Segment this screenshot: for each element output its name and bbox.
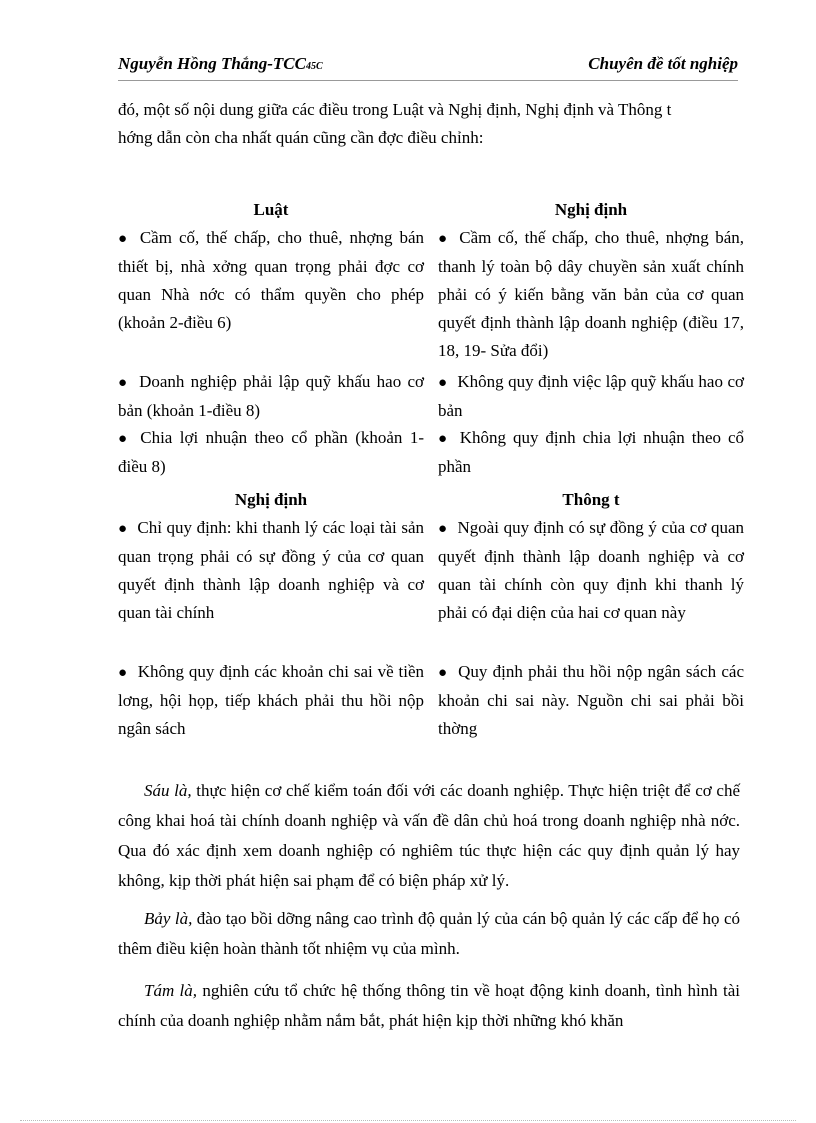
paragraph-text: thực hiện cơ chế kiểm toán đối với các doanh nghiệp. Thực hiện triệt để cơ chế công khai hoá tài chính doanh nghiệp và vấn đề dân chủ hoá trong doanh nghiệp nhà nớc. Qua đó xác định xem doanh nghiệp có nghiêm túc thực hiện các quy định quản lý hay không, kịp thời phát hiện sai phạm để có biện pháp xử lý. bbox=[118, 781, 740, 890]
bullet-icon: ● bbox=[118, 231, 130, 247]
bullet-icon: ● bbox=[438, 231, 450, 247]
paragraph-bay-la bbox=[118, 904, 740, 964]
bullet-icon: ● bbox=[438, 375, 448, 391]
comparison2-left-column bbox=[118, 486, 424, 743]
header-doc-type: Chuyên đề tốt nghiệp bbox=[588, 54, 738, 73]
intro-paragraph bbox=[118, 96, 740, 152]
comparison2-right-item: ● Ngoài quy định có sự đồng ý của cơ quan quyết định thành lập doanh nghiệp và cơ quan tài chính còn quy định khi thanh lý phải có đại diện của hai cơ quan này bbox=[438, 518, 744, 622]
comparison1-right-item: ● Cầm cố, thế chấp, cho thuê, nhợng bán, thanh lý toàn bộ dây chuyền sản xuất chính phải có ý kiến bằng văn bản của cơ quan quyết định thành lập doanh nghiệp (điều 17, 18, 19- Sửa đổi) bbox=[438, 228, 744, 360]
running-header bbox=[118, 54, 738, 80]
header-author: Nguyễn Hồng Thắng-TCC45C bbox=[118, 54, 323, 73]
bullet-icon: ● bbox=[118, 521, 128, 537]
comparison2-left-heading: Nghị định bbox=[234, 490, 308, 509]
comparison1-left-item: ● Chia lợi nhuận theo cổ phần (khoản 1-điều 8) bbox=[118, 428, 424, 476]
header-author-sub: 45C bbox=[305, 61, 323, 72]
paragraph-text: nghiên cứu tổ chức hệ thống thông tin về hoạt động kinh doanh, tình hình tài chính của doanh nghiệp nhằm nắm bắt, phát hiện kịp thời những khó khăn bbox=[118, 981, 740, 1030]
header-divider bbox=[118, 80, 738, 81]
paragraph-lead: Sáu là, bbox=[144, 781, 192, 800]
paragraph-lead: Tám là, bbox=[144, 981, 198, 1000]
bullet-icon: ● bbox=[438, 665, 449, 681]
comparison1-left-column bbox=[118, 196, 424, 481]
comparison2-right-item: ● Quy định phải thu hồi nộp ngân sách các khoản chi sai này. Nguồn chi sai phải bồi thờng bbox=[438, 662, 745, 738]
paragraph-lead: Bảy là, bbox=[144, 909, 193, 928]
bullet-icon: ● bbox=[118, 431, 131, 447]
comparison2-right-heading: Thông t bbox=[562, 490, 620, 509]
comparison2-right-column bbox=[438, 486, 744, 743]
comparison2-left-item: ● Chỉ quy định: khi thanh lý các loại tài sản quan trọng phải có sự đồng ý của cơ quan quyết định thành lập doanh nghiệp và cơ quan tài chính bbox=[118, 518, 424, 622]
comparison1-right-column bbox=[438, 196, 744, 481]
intro-line-1: đó, một số nội dung giữa các điều trong Luật và Nghị định, Nghị định và Thông t bbox=[118, 100, 672, 119]
bullet-icon: ● bbox=[438, 431, 450, 447]
paragraph-sau-la bbox=[118, 776, 740, 896]
bullet-icon: ● bbox=[438, 521, 448, 537]
comparison1-right-heading: Nghị định bbox=[554, 200, 628, 219]
intro-line-2: hớng dẫn còn cha nhất quán cũng cần đợc điều chỉnh: bbox=[118, 128, 484, 147]
paragraph-tam-la bbox=[118, 976, 740, 1036]
bullet-icon: ● bbox=[118, 375, 130, 391]
comparison1-left-item: ● Doanh nghiệp phải lập quỹ khấu hao cơ bản (khoản 1-điều 8) bbox=[118, 372, 424, 420]
comparison1-right-item: ● Không quy định việc lập quỹ khấu hao cơ bản bbox=[438, 372, 744, 420]
paragraph-text: đào tạo bồi dỡng nâng cao trình độ quản lý của cán bộ quản lý các cấp để họ có thêm điều kiện hoàn thành tốt nhiệm vụ của mình. bbox=[118, 909, 740, 958]
comparison1-left-heading: Luật bbox=[253, 200, 289, 219]
comparison1-left-item: ● Cầm cố, thế chấp, cho thuê, nhợng bán thiết bị, nhà xởng quan trọng phải đợc cơ quan Nhà nớc có thẩm quyền cho phép (khoản 2-điều 6) bbox=[118, 228, 424, 332]
comparison2-left-item: ● Không quy định các khoản chi sai về tiền lơng, hội họp, tiếp khách phải thu hồi nộp ngân sách bbox=[118, 662, 425, 738]
bullet-icon: ● bbox=[118, 665, 128, 681]
page-bottom-divider bbox=[20, 1120, 796, 1121]
comparison1-right-item: ● Không quy định chia lợi nhuận theo cổ phần bbox=[438, 428, 745, 476]
